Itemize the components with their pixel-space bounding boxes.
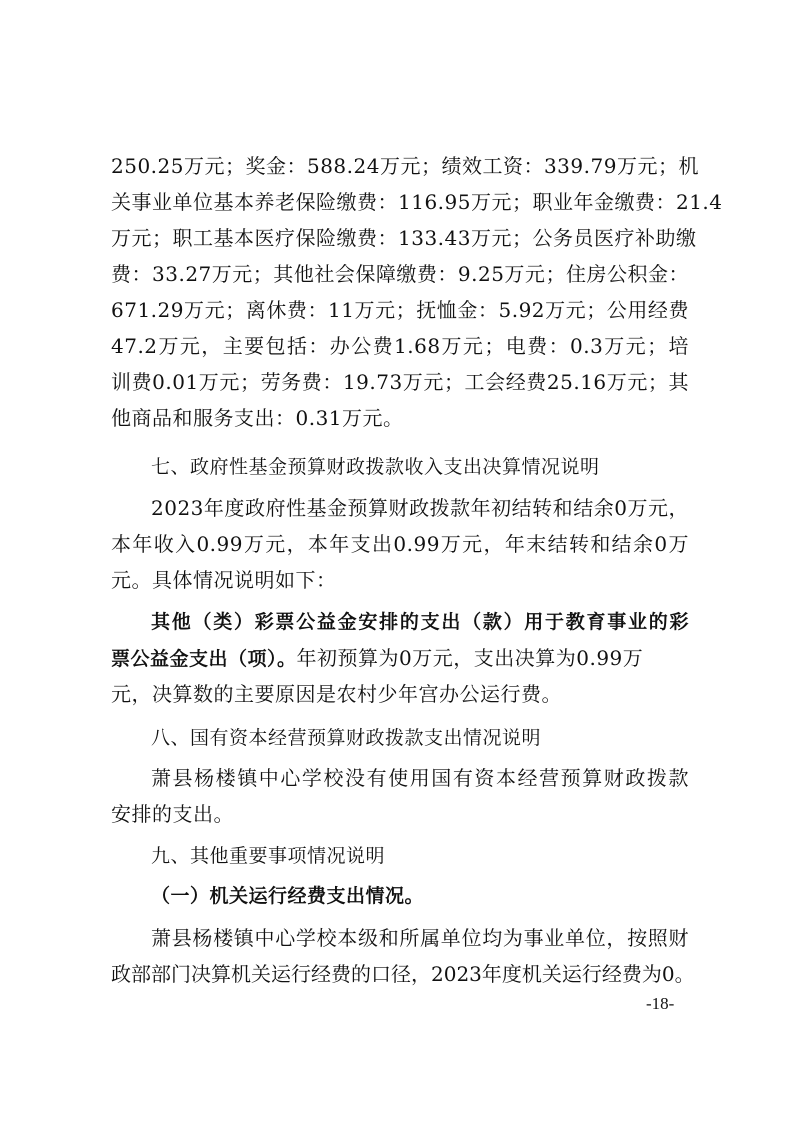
body-line: 本年收入0.99万元，本年支出0.99万元，年末结转和结余0万: [111, 532, 689, 556]
body-line: 2023年度政府性基金预算财政拨款年初结转和结余0万元，: [151, 496, 689, 520]
body-line: 万元；职工基本医疗保险缴费：133.43万元；公务员医疗补助缴: [111, 226, 697, 250]
body-line: 安排的支出。: [111, 802, 234, 826]
section-heading-9: 九、其他重要事项情况说明: [151, 845, 386, 867]
body-line: 训费0.01万元；劳务费：19.73万元；工会经费25.16万元；其: [111, 370, 689, 394]
body-line: 250.25万元；奖金：588.24万元；绩效工资：339.79万元；机: [111, 154, 699, 178]
body-line: 萧县杨楼镇中心学校没有使用国有资本经营预算财政拨款: [151, 766, 689, 790]
subsection-heading: （一）机关运行经费支出情况。: [151, 885, 425, 907]
body-line: 费：33.27万元；其他社会保障缴费：9.25万元；住房公积金：: [111, 262, 689, 286]
body-text: 年初预算为0万元，支出决算为0.99万: [296, 646, 644, 670]
body-line: 他商品和服务支出：0.31万元。: [111, 406, 404, 430]
page-number: -18-: [646, 994, 675, 1013]
body-line: 671.29万元；离休费：11万元；抚恤金：5.92万元；公用经费: [111, 298, 689, 322]
bold-subject-line: 其他（类）彩票公益金安排的支出（款）用于教育事业的彩: [151, 611, 689, 633]
bold-subject-text: 票公益金支出（项）。: [111, 648, 297, 670]
body-line: 元，决算数的主要原因是农村少年宫办公运行费。: [111, 682, 562, 706]
body-line: 关事业单位基本养老保险缴费：116.95万元；职业年金缴费：21.4: [111, 190, 723, 214]
body-line: 政部部门决算机关运行经费的口径，2023年度机关运行经费为0。: [111, 962, 695, 986]
section-heading-8: 八、国有资本经营预算财政拨款支出情况说明: [151, 727, 542, 749]
body-line: 萧县杨楼镇中心学校本级和所属单位均为事业单位，按照财: [151, 926, 689, 950]
body-line: 47.2万元，主要包括：办公费1.68万元；电费：0.3万元；培: [111, 334, 689, 358]
body-line-mixed: [111, 640, 689, 676]
section-heading-7: 七、政府性基金预算财政拨款收入支出决算情况说明: [151, 456, 600, 478]
body-line: 元。具体情况说明如下：: [111, 568, 337, 592]
